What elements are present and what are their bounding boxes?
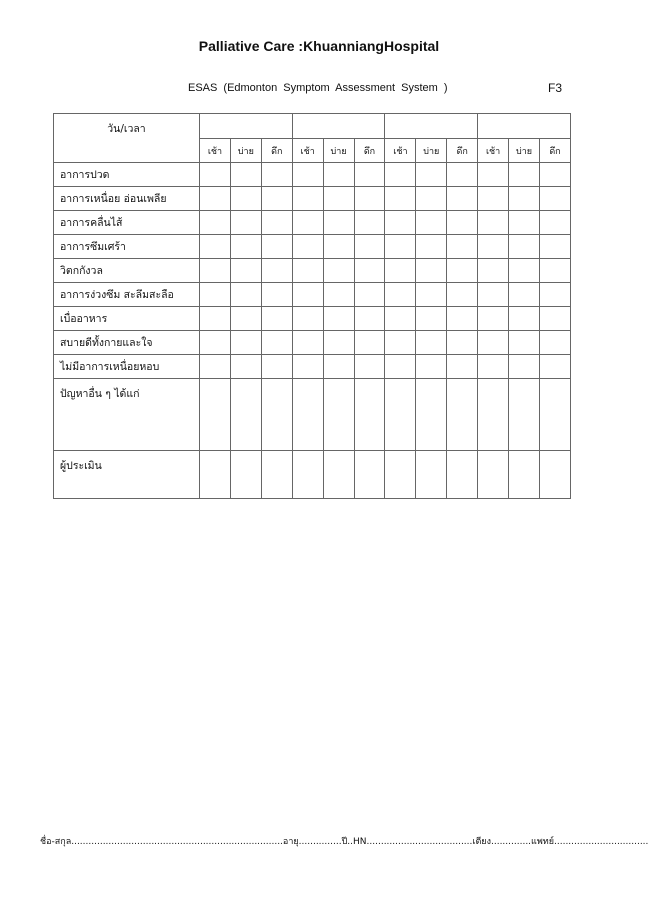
score-cell[interactable] [385, 259, 416, 283]
symptom-label: อาการเหนื่อย อ่อนเพลีย [54, 187, 200, 211]
score-cell[interactable] [354, 211, 385, 235]
symptom-label: ไม่มีอาการเหนื่อยหอบ [54, 355, 200, 379]
score-cell[interactable] [478, 187, 509, 211]
symptom-row [54, 235, 571, 259]
symptom-label: สบายดีทั้งกายและใจ [54, 331, 200, 355]
header-row-days [54, 114, 571, 139]
symptom-row [54, 211, 571, 235]
symptom-row [54, 283, 571, 307]
year-label: ปี [341, 837, 348, 847]
score-cell[interactable] [447, 235, 478, 259]
period-header: บ่าย [230, 139, 261, 163]
score-cell[interactable] [323, 283, 354, 307]
score-cell[interactable] [354, 163, 385, 187]
period-header: บ่าย [323, 139, 354, 163]
period-header: ดึก [354, 139, 385, 163]
score-cell[interactable] [447, 307, 478, 331]
name-label: ชื่อ-สกุล [40, 837, 72, 847]
score-cell[interactable] [539, 259, 570, 283]
score-cell[interactable] [416, 283, 447, 307]
score-cell[interactable] [447, 379, 478, 451]
score-cell[interactable] [385, 283, 416, 307]
score-cell[interactable] [292, 307, 323, 331]
score-cell[interactable] [385, 379, 416, 451]
score-cell[interactable] [261, 235, 292, 259]
score-cell[interactable] [292, 331, 323, 355]
score-cell[interactable] [447, 163, 478, 187]
score-cell[interactable] [230, 331, 261, 355]
score-cell[interactable] [416, 331, 447, 355]
score-cell[interactable] [416, 451, 447, 499]
score-cell[interactable] [478, 235, 509, 259]
score-cell[interactable] [539, 307, 570, 331]
score-cell[interactable] [539, 283, 570, 307]
period-header: ดึก [261, 139, 292, 163]
symptom-label: อาการปวด [54, 163, 200, 187]
score-cell[interactable] [416, 259, 447, 283]
score-cell[interactable] [478, 355, 509, 379]
name-field[interactable]: .......................................................................... [71, 837, 283, 847]
score-cell[interactable] [509, 283, 540, 307]
period-header: ดึก [447, 139, 478, 163]
score-cell[interactable] [230, 355, 261, 379]
period-header: ดึก [539, 139, 570, 163]
score-cell[interactable] [230, 259, 261, 283]
symptom-row [54, 379, 571, 451]
score-cell[interactable] [354, 259, 385, 283]
score-cell[interactable] [200, 451, 231, 499]
score-cell[interactable] [447, 355, 478, 379]
score-cell[interactable] [200, 355, 231, 379]
score-cell[interactable] [200, 235, 231, 259]
form-code: F3 [548, 81, 563, 95]
score-cell[interactable] [292, 211, 323, 235]
age-label: อายุ [282, 837, 299, 847]
score-cell[interactable] [230, 235, 261, 259]
score-cell[interactable] [416, 307, 447, 331]
score-cell[interactable] [539, 235, 570, 259]
score-cell[interactable] [354, 187, 385, 211]
score-cell[interactable] [416, 187, 447, 211]
symptom-label: วิตกกังวล [54, 259, 200, 283]
symptom-row [54, 307, 571, 331]
score-cell[interactable] [261, 283, 292, 307]
score-cell[interactable] [385, 355, 416, 379]
score-cell[interactable] [323, 163, 354, 187]
day-date-cell[interactable] [385, 114, 478, 139]
symptom-row [54, 451, 571, 499]
score-cell[interactable] [539, 379, 570, 451]
score-cell[interactable] [447, 331, 478, 355]
page-title: Palliative Care :KhuanniangHospital [198, 38, 440, 54]
hn-label: ..HN [347, 837, 367, 847]
score-cell[interactable] [385, 451, 416, 499]
score-cell[interactable] [323, 307, 354, 331]
score-cell[interactable] [385, 187, 416, 211]
score-cell[interactable] [200, 259, 231, 283]
score-cell[interactable] [478, 163, 509, 187]
score-cell[interactable] [230, 379, 261, 451]
score-cell[interactable] [261, 163, 292, 187]
period-header: บ่าย [509, 139, 540, 163]
bed-field[interactable]: .............. [490, 837, 532, 847]
period-header: บ่าย [416, 139, 447, 163]
doctor-label: แพทย์ [531, 837, 554, 847]
score-cell[interactable] [200, 331, 231, 355]
score-cell[interactable] [509, 331, 540, 355]
age-field[interactable]: ............... [298, 837, 342, 847]
day-date-cell[interactable] [478, 114, 571, 139]
score-cell[interactable] [447, 211, 478, 235]
form-subtitle: ESAS (Edmonton Symptom Assessment System ) [188, 82, 448, 94]
symptom-label: ปัญหาอื่น ๆ ได้แก่ [54, 379, 200, 451]
score-cell[interactable] [200, 187, 231, 211]
symptom-label: เบื่ออาหาร [54, 307, 200, 331]
score-cell[interactable] [230, 211, 261, 235]
score-cell[interactable] [200, 211, 231, 235]
score-cell[interactable] [509, 259, 540, 283]
score-cell[interactable] [200, 307, 231, 331]
day-date-cell[interactable] [292, 114, 385, 139]
score-cell[interactable] [509, 451, 540, 499]
score-cell[interactable] [230, 187, 261, 211]
score-cell[interactable] [539, 355, 570, 379]
score-cell[interactable] [230, 451, 261, 499]
symptom-row [54, 187, 571, 211]
score-cell[interactable] [261, 307, 292, 331]
score-cell[interactable] [478, 307, 509, 331]
score-cell[interactable] [261, 331, 292, 355]
score-cell[interactable] [354, 355, 385, 379]
score-cell[interactable] [416, 211, 447, 235]
score-cell[interactable] [509, 307, 540, 331]
score-cell[interactable] [323, 187, 354, 211]
score-cell[interactable] [385, 331, 416, 355]
score-cell[interactable] [323, 355, 354, 379]
score-cell[interactable] [323, 331, 354, 355]
score-cell[interactable] [200, 163, 231, 187]
score-cell[interactable] [230, 163, 261, 187]
period-header: เช้า [292, 139, 323, 163]
score-cell[interactable] [292, 259, 323, 283]
score-cell[interactable] [323, 211, 354, 235]
score-cell[interactable] [354, 379, 385, 451]
score-cell[interactable] [323, 235, 354, 259]
score-cell[interactable] [261, 379, 292, 451]
score-cell[interactable] [354, 307, 385, 331]
score-cell[interactable] [447, 451, 478, 499]
score-cell[interactable] [292, 379, 323, 451]
score-cell[interactable] [261, 355, 292, 379]
score-cell[interactable] [354, 331, 385, 355]
score-cell[interactable] [230, 283, 261, 307]
symptom-row [54, 259, 571, 283]
day-date-cell[interactable] [200, 114, 293, 139]
date-time-label: วัน/เวลา [54, 114, 200, 163]
score-cell[interactable] [292, 187, 323, 211]
period-header: เช้า [200, 139, 231, 163]
score-cell[interactable] [385, 163, 416, 187]
score-cell[interactable] [261, 451, 292, 499]
score-cell[interactable] [292, 235, 323, 259]
score-cell[interactable] [509, 211, 540, 235]
score-cell[interactable] [292, 355, 323, 379]
hn-field[interactable]: ..................................... [366, 837, 473, 847]
score-cell[interactable] [416, 163, 447, 187]
score-cell[interactable] [539, 163, 570, 187]
score-cell[interactable] [323, 259, 354, 283]
score-cell[interactable] [261, 187, 292, 211]
score-cell[interactable] [230, 307, 261, 331]
score-cell[interactable] [200, 283, 231, 307]
score-cell[interactable] [539, 331, 570, 355]
patient-info-line [40, 834, 648, 848]
symptom-row [54, 163, 571, 187]
score-cell[interactable] [539, 211, 570, 235]
doctor-field[interactable]: ................................. [554, 837, 648, 847]
score-cell[interactable] [509, 163, 540, 187]
score-cell[interactable] [416, 379, 447, 451]
score-cell[interactable] [447, 259, 478, 283]
score-cell[interactable] [478, 259, 509, 283]
score-cell[interactable] [292, 163, 323, 187]
score-cell[interactable] [354, 235, 385, 259]
score-cell[interactable] [509, 187, 540, 211]
symptom-label: อาการง่วงซึม สะลึมสะลือ [54, 283, 200, 307]
symptom-row [54, 355, 571, 379]
score-cell[interactable] [261, 259, 292, 283]
score-cell[interactable] [385, 307, 416, 331]
score-cell[interactable] [292, 451, 323, 499]
bed-label: เตียง [472, 837, 491, 847]
score-cell[interactable] [509, 235, 540, 259]
symptom-label: ผู้ประเมิน [54, 451, 200, 499]
symptom-row [54, 331, 571, 355]
esas-table [53, 113, 571, 499]
score-cell[interactable] [509, 355, 540, 379]
score-cell[interactable] [323, 451, 354, 499]
score-cell[interactable] [200, 379, 231, 451]
symptom-label: อาการคลื่นไส้ [54, 211, 200, 235]
score-cell[interactable] [385, 235, 416, 259]
score-cell[interactable] [447, 283, 478, 307]
score-cell[interactable] [478, 283, 509, 307]
score-cell[interactable] [447, 187, 478, 211]
score-cell[interactable] [478, 211, 509, 235]
symptom-label: อาการซึมเศร้า [54, 235, 200, 259]
score-cell[interactable] [292, 283, 323, 307]
score-cell[interactable] [261, 211, 292, 235]
score-cell[interactable] [385, 211, 416, 235]
score-cell[interactable] [416, 235, 447, 259]
score-cell[interactable] [323, 379, 354, 451]
score-cell[interactable] [539, 187, 570, 211]
score-cell[interactable] [354, 283, 385, 307]
period-header: เช้า [478, 139, 509, 163]
period-header: เช้า [385, 139, 416, 163]
score-cell[interactable] [478, 451, 509, 499]
score-cell[interactable] [539, 451, 570, 499]
score-cell[interactable] [478, 379, 509, 451]
score-cell[interactable] [354, 451, 385, 499]
score-cell[interactable] [416, 355, 447, 379]
score-cell[interactable] [509, 379, 540, 451]
score-cell[interactable] [478, 331, 509, 355]
